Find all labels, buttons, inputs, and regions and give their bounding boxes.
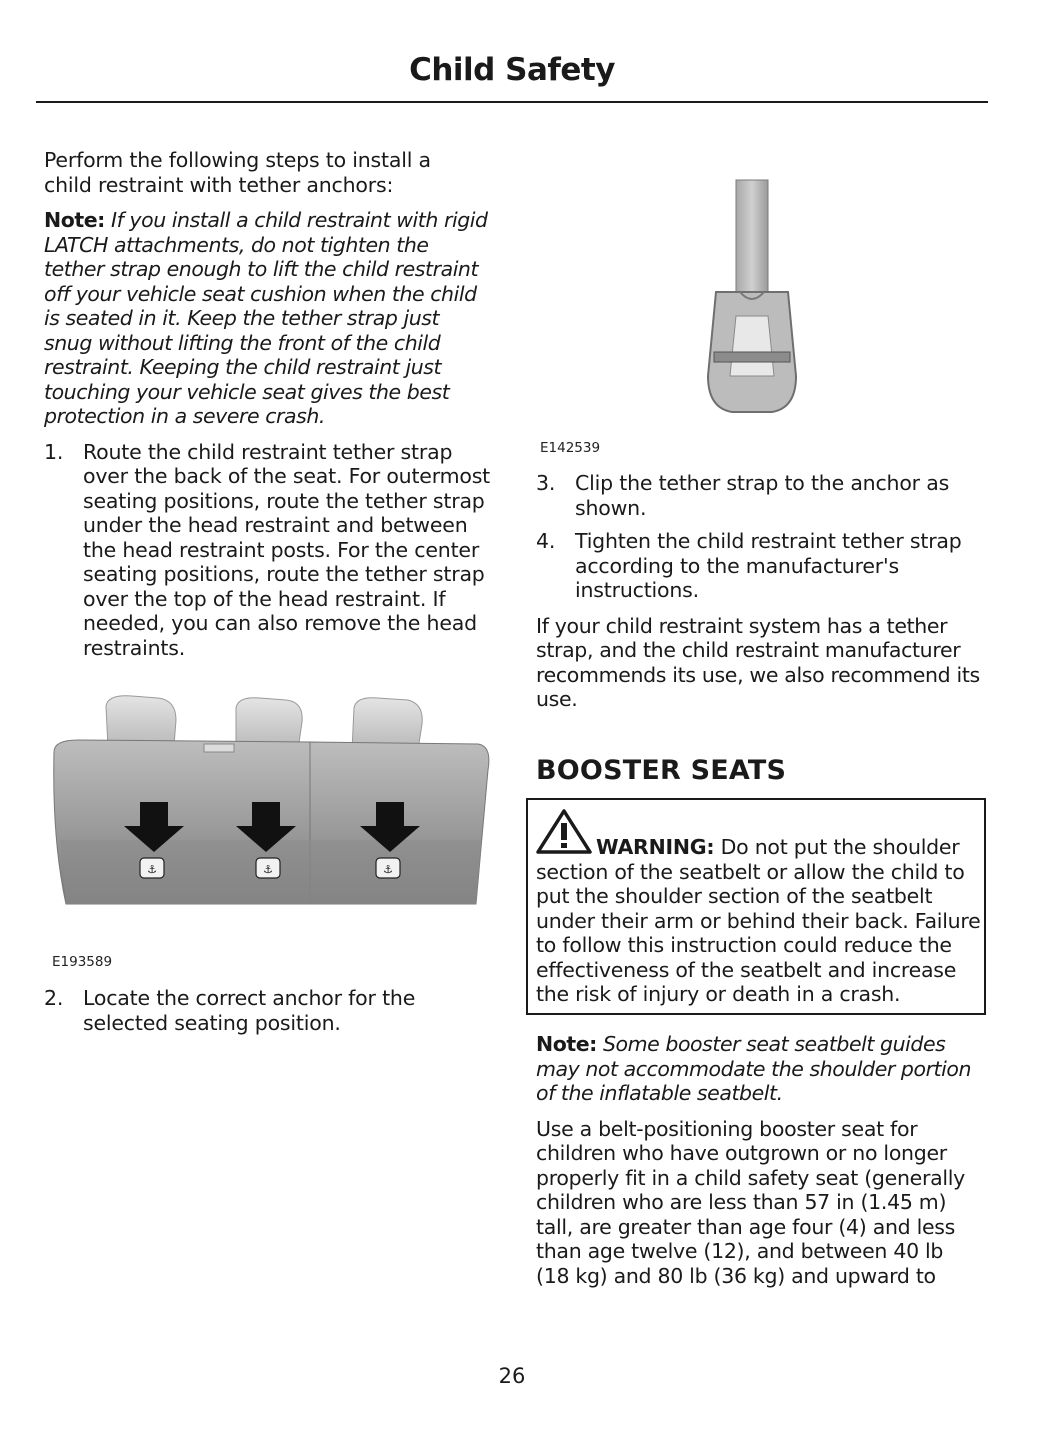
- step-item: [44, 986, 492, 1035]
- tether-hook-opening: [730, 316, 774, 376]
- step-text: Clip the tether strap to the anchor as shown.: [575, 471, 950, 520]
- right-column-lower: [536, 1032, 982, 1288]
- steps-list-left-2: [44, 986, 492, 1035]
- page-number: 26: [498, 1364, 526, 1388]
- anchor-symbol-left: [140, 858, 164, 878]
- step-number: 4.: [536, 529, 556, 553]
- steps-list-left: [44, 440, 492, 661]
- step-item: [44, 440, 492, 661]
- tether-clip-figure: [700, 176, 804, 420]
- step-text: Locate the correct anchor for the selected seating position.: [83, 986, 416, 1035]
- step-number: 3.: [536, 471, 556, 495]
- svg-text:⚓: ⚓: [263, 863, 273, 876]
- step-number: 1.: [44, 439, 64, 464]
- anchor-symbol-right: [376, 858, 400, 878]
- header-rule: [36, 101, 988, 103]
- note-label: Note:: [44, 208, 105, 232]
- seat-latch: [204, 744, 234, 752]
- figure-code-seat: E193589: [52, 954, 113, 970]
- tether-strap: [736, 180, 768, 292]
- booster-note-paragraph: [536, 1032, 982, 1106]
- warning-text: Do not put the shoulder section of the seatbelt or allow the child to put the shoulder section of the seatbelt under their arm or behind their back. Failure to follow this instruction could reduce the effectiveness of the seatbelt and increase the risk of injury or death in a crash.: [536, 835, 981, 1006]
- step-item: [536, 529, 982, 603]
- section-heading: BOOSTER SEATS: [536, 754, 787, 786]
- warning-paragraph: [536, 835, 982, 1007]
- left-column: [44, 148, 492, 660]
- rear-seat-figure: [48, 690, 492, 912]
- step-2-block: [44, 986, 492, 1035]
- steps-list-right: [536, 471, 982, 603]
- step-text: Tighten the child restraint tether strap according to the manufacturer's instructions.: [575, 529, 962, 602]
- right-column: [536, 471, 982, 786]
- intro-paragraph: Perform the following steps to install a child restraint with tether anchors:: [44, 148, 431, 197]
- anchor-symbol-center: [256, 858, 280, 878]
- svg-text:⚓: ⚓: [383, 863, 393, 876]
- step-number: 2.: [44, 986, 64, 1010]
- step-text: Route the child restraint tether strap over the back of the seat. For outermost seating positions, route the tether strap under the head restraint and between the head restraint posts. For the center seating positions, route the tether strap over the top of the head restraint. If needed, you can also remove the head restraints.: [83, 439, 491, 660]
- tether-clip-illustration: [700, 176, 804, 420]
- svg-text:⚓: ⚓: [147, 863, 157, 876]
- note-text: If you install a child restraint with rigid LATCH attachments, do not tighten the tether strap enough to lift the child restraint off your vehicle seat cushion when the child is seated in it. Keep the tether strap just snug without lifting the front of the child restraint. Keeping the child restraint just touching your vehicle seat gives the best protection in a severe crash.: [44, 208, 488, 428]
- note-text: Some booster seat seatbelt guides may not accommodate the shoulder portion of the inflatable seatbelt.: [536, 1032, 972, 1105]
- warning-box: [526, 798, 986, 1015]
- page-title: Child Safety: [409, 52, 615, 88]
- tether-paragraph: If your child restraint system has a tether strap, and the child restraint manufacturer recommends its use, we also recommend its use.: [536, 613, 980, 711]
- booster-paragraph: Use a belt-positioning booster seat for children who have outgrown or no longer properly fit in a child safety seat (generally children who are less than 57 in (1.45 m) tall, are greater than age four (4) and less than age twelve (12), and between 40 lb (18 kg) and 80 lb (36 kg) and upward to: [536, 1116, 965, 1288]
- step-item: [536, 471, 982, 520]
- figure-code-clip: E142539: [540, 440, 601, 456]
- anchor-bar: [714, 352, 790, 362]
- note-paragraph: [44, 208, 492, 429]
- note-label: Note:: [536, 1032, 597, 1056]
- warning-label: WARNING:: [596, 835, 715, 859]
- rear-seat-illustration: [48, 690, 492, 912]
